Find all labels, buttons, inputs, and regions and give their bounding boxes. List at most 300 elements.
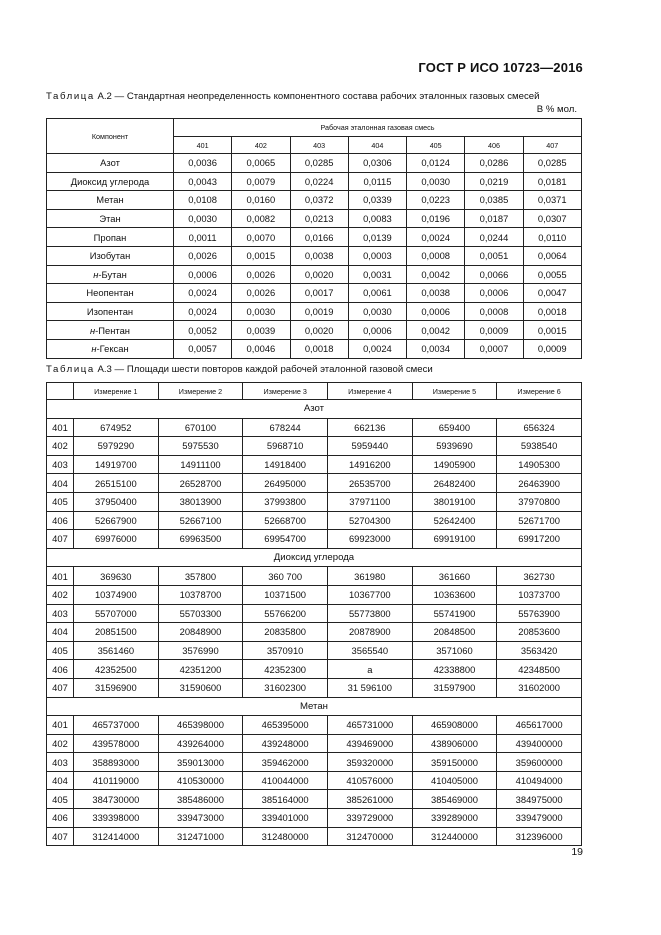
table-row xyxy=(47,172,582,191)
component-name: Азот xyxy=(47,154,174,173)
table-row xyxy=(47,604,582,623)
area-value: 20878900 xyxy=(327,623,412,642)
table-row xyxy=(47,455,582,474)
table-group-row xyxy=(47,400,582,419)
mixture-id: 407 xyxy=(47,678,74,697)
area-value: 55773800 xyxy=(327,604,412,623)
uncertainty-value: 0,0030 xyxy=(232,302,290,321)
uncertainty-value: 0,0043 xyxy=(174,172,232,191)
mixture-id: 406 xyxy=(47,660,74,679)
uncertainty-value: 0,0224 xyxy=(290,172,348,191)
area-value: 42351200 xyxy=(158,660,243,679)
area-value: 69917200 xyxy=(497,530,582,549)
mixture-id: 405 xyxy=(47,641,74,660)
area-value: 42352500 xyxy=(74,660,159,679)
component-group-header: Азот xyxy=(47,400,582,419)
area-value: 20851500 xyxy=(74,623,159,642)
uncertainty-value: 0,0030 xyxy=(174,209,232,228)
uncertainty-value: 0,0009 xyxy=(465,321,523,340)
table-a3-header-corner xyxy=(47,383,74,400)
area-value: 14916200 xyxy=(327,455,412,474)
area-value: 439264000 xyxy=(158,734,243,753)
table-row xyxy=(47,339,582,358)
table-row xyxy=(47,530,582,549)
component-name: Пропан xyxy=(47,228,174,247)
area-value: 10378700 xyxy=(158,585,243,604)
uncertainty-value: 0,0285 xyxy=(523,154,581,173)
area-value: 20848500 xyxy=(412,623,497,642)
table-a3-caption-label: Таблица xyxy=(46,364,95,375)
table-a3-column-header: Измерение 3 xyxy=(243,383,328,400)
table-row xyxy=(47,284,582,303)
area-value: 465737000 xyxy=(74,716,159,735)
area-value: 3563420 xyxy=(497,641,582,660)
area-value: 37950400 xyxy=(74,492,159,511)
mixture-id: 402 xyxy=(47,585,74,604)
table-row xyxy=(47,771,582,790)
table-row xyxy=(47,660,582,679)
area-value: 3576990 xyxy=(158,641,243,660)
area-value: 362730 xyxy=(497,567,582,586)
uncertainty-value: 0,0030 xyxy=(348,302,406,321)
uncertainty-value: 0,0011 xyxy=(174,228,232,247)
area-value: 10363600 xyxy=(412,585,497,604)
uncertainty-value: 0,0244 xyxy=(465,228,523,247)
uncertainty-value: 0,0124 xyxy=(407,154,465,173)
area-value: 5959440 xyxy=(327,437,412,456)
area-value: 42348500 xyxy=(497,660,582,679)
table-row xyxy=(47,753,582,772)
area-value: 3571060 xyxy=(412,641,497,660)
area-value: 359150000 xyxy=(412,753,497,772)
uncertainty-value: 0,0052 xyxy=(174,321,232,340)
area-value: 26463900 xyxy=(497,474,582,493)
table-row xyxy=(47,809,582,828)
area-value: 55741900 xyxy=(412,604,497,623)
area-value: 31590600 xyxy=(158,678,243,697)
table-a2-caption-text: А.2 — Стандартная неопределенность компонентного состава рабочих эталонных газовых смесей xyxy=(94,91,540,102)
mixture-id: 407 xyxy=(47,530,74,549)
area-value: 14919700 xyxy=(74,455,159,474)
area-value: 5938540 xyxy=(497,437,582,456)
table-row xyxy=(47,716,582,735)
mixture-id: 405 xyxy=(47,790,74,809)
mixture-id: 402 xyxy=(47,437,74,456)
uncertainty-value: 0,0307 xyxy=(523,209,581,228)
area-value: 385486000 xyxy=(158,790,243,809)
area-value: 312414000 xyxy=(74,827,159,846)
mixture-id: 407 xyxy=(47,827,74,846)
mixture-id: 406 xyxy=(47,809,74,828)
area-value: 52671700 xyxy=(497,511,582,530)
uncertainty-value: 0,0024 xyxy=(348,339,406,358)
table-a3-column-header: Измерение 5 xyxy=(412,383,497,400)
area-value: 55766200 xyxy=(243,604,328,623)
area-value: 465617000 xyxy=(497,716,582,735)
area-value: 410530000 xyxy=(158,771,243,790)
area-value: 410494000 xyxy=(497,771,582,790)
table-row xyxy=(47,623,582,642)
area-value: 361660 xyxy=(412,567,497,586)
table-a3-column-header: Измерение 1 xyxy=(74,383,159,400)
mixture-id: 405 xyxy=(47,492,74,511)
table-row xyxy=(47,154,582,173)
uncertainty-value: 0,0006 xyxy=(407,302,465,321)
area-value: 42352300 xyxy=(243,660,328,679)
uncertainty-value: 0,0020 xyxy=(290,321,348,340)
table-a2 xyxy=(46,118,582,359)
table-a2-mixture-header: 403 xyxy=(290,137,348,154)
uncertainty-value: 0,0066 xyxy=(465,265,523,284)
uncertainty-value: 0,0371 xyxy=(523,191,581,210)
table-a2-mixture-header: 405 xyxy=(407,137,465,154)
uncertainty-value: 0,0006 xyxy=(465,284,523,303)
area-value: 360 700 xyxy=(243,567,328,586)
area-value: 312471000 xyxy=(158,827,243,846)
mixture-id: 403 xyxy=(47,604,74,623)
uncertainty-value: 0,0166 xyxy=(290,228,348,247)
area-value: 384730000 xyxy=(74,790,159,809)
table-a3-caption xyxy=(46,364,433,376)
area-value: 69963500 xyxy=(158,530,243,549)
uncertainty-value: 0,0003 xyxy=(348,246,406,265)
table-row xyxy=(47,790,582,809)
table-a2-mixture-header: 404 xyxy=(348,137,406,154)
area-value: 662136 xyxy=(327,418,412,437)
area-value: 438906000 xyxy=(412,734,497,753)
document-id: ГОСТ Р ИСО 10723—2016 xyxy=(418,60,583,75)
uncertainty-value: 0,0372 xyxy=(290,191,348,210)
area-value: 385469000 xyxy=(412,790,497,809)
area-value: 359600000 xyxy=(497,753,582,772)
table-row xyxy=(47,641,582,660)
area-value: 656324 xyxy=(497,418,582,437)
area-value: 359320000 xyxy=(327,753,412,772)
uncertainty-value: 0,0082 xyxy=(232,209,290,228)
area-value: 31602000 xyxy=(497,678,582,697)
area-value: 410044000 xyxy=(243,771,328,790)
uncertainty-value: 0,0030 xyxy=(407,172,465,191)
area-value: 14905900 xyxy=(412,455,497,474)
normal-prefix: н xyxy=(89,324,96,336)
component-name: Изопентан xyxy=(47,302,174,321)
area-value: 52704300 xyxy=(327,511,412,530)
uncertainty-value: 0,0160 xyxy=(232,191,290,210)
uncertainty-value: 0,0286 xyxy=(465,154,523,173)
uncertainty-value: 0,0036 xyxy=(174,154,232,173)
area-value: 55703300 xyxy=(158,604,243,623)
area-value: 385261000 xyxy=(327,790,412,809)
area-value: 5968710 xyxy=(243,437,328,456)
normal-prefix: н xyxy=(93,268,99,280)
uncertainty-value: 0,0034 xyxy=(407,339,465,358)
uncertainty-value: 0,0219 xyxy=(465,172,523,191)
area-value: 31597900 xyxy=(412,678,497,697)
table-row xyxy=(47,246,582,265)
area-value: 384975000 xyxy=(497,790,582,809)
uncertainty-value: 0,0047 xyxy=(523,284,581,303)
area-value: 3570910 xyxy=(243,641,328,660)
area-value: 339479000 xyxy=(497,809,582,828)
component-group-header: Метан xyxy=(47,697,582,716)
area-value: 37971100 xyxy=(327,492,412,511)
uncertainty-value: 0,0196 xyxy=(407,209,465,228)
uncertainty-value: 0,0064 xyxy=(523,246,581,265)
area-value: 69954700 xyxy=(243,530,328,549)
page-number: 19 xyxy=(571,846,583,858)
area-value: 465398000 xyxy=(158,716,243,735)
table-row xyxy=(47,228,582,247)
area-value: 3565540 xyxy=(327,641,412,660)
mixture-id: 403 xyxy=(47,455,74,474)
uncertainty-value: 0,0026 xyxy=(232,265,290,284)
uncertainty-value: 0,0007 xyxy=(465,339,523,358)
area-value: 439469000 xyxy=(327,734,412,753)
mixture-id: 404 xyxy=(47,623,74,642)
uncertainty-value: 0,0024 xyxy=(174,284,232,303)
mixture-id: 404 xyxy=(47,474,74,493)
uncertainty-value: 0,0020 xyxy=(290,265,348,284)
uncertainty-value: 0,0024 xyxy=(407,228,465,247)
area-value: 5975530 xyxy=(158,437,243,456)
uncertainty-value: 0,0024 xyxy=(174,302,232,321)
area-value: 5939690 xyxy=(412,437,497,456)
area-value: 410119000 xyxy=(74,771,159,790)
area-value: 52642400 xyxy=(412,511,497,530)
uncertainty-value: 0,0110 xyxy=(523,228,581,247)
table-row xyxy=(47,191,582,210)
area-value: 339473000 xyxy=(158,809,243,828)
area-value: 26482400 xyxy=(412,474,497,493)
area-value: 674952 xyxy=(74,418,159,437)
component-name: н-Гексан xyxy=(47,339,174,358)
area-value: 55763900 xyxy=(497,604,582,623)
area-value: 69923000 xyxy=(327,530,412,549)
area-value: 312396000 xyxy=(497,827,582,846)
area-value: 14911100 xyxy=(158,455,243,474)
component-name: н-Бутан xyxy=(47,265,174,284)
table-a2-caption xyxy=(46,91,539,103)
area-value: 358893000 xyxy=(74,753,159,772)
normal-prefix: н xyxy=(91,343,97,355)
area-value: 410576000 xyxy=(327,771,412,790)
area-value: 20835800 xyxy=(243,623,328,642)
area-value: 339401000 xyxy=(243,809,328,828)
table-row xyxy=(47,265,582,284)
uncertainty-value: 0,0055 xyxy=(523,265,581,284)
table-a3-column-header: Измерение 6 xyxy=(497,383,582,400)
uncertainty-value: 0,0083 xyxy=(348,209,406,228)
component-name: н-Пентан xyxy=(47,321,174,340)
uncertainty-value: 0,0139 xyxy=(348,228,406,247)
area-value: 312480000 xyxy=(243,827,328,846)
area-value: 439578000 xyxy=(74,734,159,753)
uncertainty-value: 0,0008 xyxy=(465,302,523,321)
table-row xyxy=(47,511,582,530)
table-a2-caption-label: Таблица xyxy=(46,91,95,102)
table-row xyxy=(47,492,582,511)
component-name: Изобутан xyxy=(47,246,174,265)
table-a3-caption-text: А.3 — Площади шести повторов каждой рабочей эталонной газовой смеси xyxy=(94,364,433,375)
area-value: 52667100 xyxy=(158,511,243,530)
table-row xyxy=(47,585,582,604)
area-value: 37993800 xyxy=(243,492,328,511)
area-value: 14918400 xyxy=(243,455,328,474)
table-row xyxy=(47,418,582,437)
table-group-row xyxy=(47,548,582,567)
area-value: 678244 xyxy=(243,418,328,437)
area-value: 465908000 xyxy=(412,716,497,735)
table-a3 xyxy=(46,382,582,846)
table-row xyxy=(47,827,582,846)
table-a2-mixture-header: 402 xyxy=(232,137,290,154)
uncertainty-value: 0,0039 xyxy=(232,321,290,340)
uncertainty-value: 0,0015 xyxy=(232,246,290,265)
table-row xyxy=(47,321,582,340)
area-value: 38013900 xyxy=(158,492,243,511)
area-value: 26495000 xyxy=(243,474,328,493)
mixture-id: 401 xyxy=(47,716,74,735)
area-value: 26515100 xyxy=(74,474,159,493)
table-a2-mixture-header: 407 xyxy=(523,137,581,154)
uncertainty-value: 0,0038 xyxy=(290,246,348,265)
area-value: 55707000 xyxy=(74,604,159,623)
table-a2-header-group: Рабочая эталонная газовая смесь xyxy=(174,119,582,137)
table-row xyxy=(47,567,582,586)
table-row xyxy=(47,734,582,753)
area-value: 385164000 xyxy=(243,790,328,809)
table-a3-column-header: Измерение 4 xyxy=(327,383,412,400)
mixture-id: 402 xyxy=(47,734,74,753)
table-row xyxy=(47,474,582,493)
uncertainty-value: 0,0026 xyxy=(232,284,290,303)
area-value: 69976000 xyxy=(74,530,159,549)
area-value: 31596900 xyxy=(74,678,159,697)
area-value: 52667900 xyxy=(74,511,159,530)
area-value: 3561460 xyxy=(74,641,159,660)
area-value: 439400000 xyxy=(497,734,582,753)
uncertainty-value: 0,0051 xyxy=(465,246,523,265)
area-value: 10373700 xyxy=(497,585,582,604)
area-value: 26528700 xyxy=(158,474,243,493)
table-row xyxy=(47,678,582,697)
uncertainty-value: 0,0339 xyxy=(348,191,406,210)
uncertainty-value: 0,0213 xyxy=(290,209,348,228)
mixture-id: 403 xyxy=(47,753,74,772)
uncertainty-value: 0,0006 xyxy=(348,321,406,340)
area-value: 339729000 xyxy=(327,809,412,828)
area-value: 339398000 xyxy=(74,809,159,828)
table-group-row xyxy=(47,697,582,716)
area-value: 69919100 xyxy=(412,530,497,549)
mixture-id: 406 xyxy=(47,511,74,530)
component-name: Этан xyxy=(47,209,174,228)
table-a2-mixture-header: 401 xyxy=(174,137,232,154)
area-value: 38019100 xyxy=(412,492,497,511)
mixture-id: 401 xyxy=(47,418,74,437)
uncertainty-value: 0,0079 xyxy=(232,172,290,191)
area-value: 42338800 xyxy=(412,660,497,679)
uncertainty-value: 0,0042 xyxy=(407,321,465,340)
uncertainty-value: 0,0015 xyxy=(523,321,581,340)
area-value: 465395000 xyxy=(243,716,328,735)
uncertainty-value: 0,0009 xyxy=(523,339,581,358)
uncertainty-value: 0,0070 xyxy=(232,228,290,247)
uncertainty-value: 0,0018 xyxy=(523,302,581,321)
area-value: 357800 xyxy=(158,567,243,586)
table-a2-mixture-header: 406 xyxy=(465,137,523,154)
uncertainty-value: 0,0181 xyxy=(523,172,581,191)
area-value: 359462000 xyxy=(243,753,328,772)
area-value: 14905300 xyxy=(497,455,582,474)
mixture-id: 404 xyxy=(47,771,74,790)
area-value: 339289000 xyxy=(412,809,497,828)
uncertainty-value: 0,0031 xyxy=(348,265,406,284)
uncertainty-value: 0,0385 xyxy=(465,191,523,210)
table-a2-unit: В % мол. xyxy=(536,104,577,115)
area-value: 659400 xyxy=(412,418,497,437)
area-value: 361980 xyxy=(327,567,412,586)
uncertainty-value: 0,0026 xyxy=(174,246,232,265)
uncertainty-value: 0,0057 xyxy=(174,339,232,358)
uncertainty-value: 0,0038 xyxy=(407,284,465,303)
uncertainty-value: 0,0108 xyxy=(174,191,232,210)
area-value: 359013000 xyxy=(158,753,243,772)
uncertainty-value: 0,0061 xyxy=(348,284,406,303)
uncertainty-value: 0,0042 xyxy=(407,265,465,284)
area-value: 52668700 xyxy=(243,511,328,530)
area-value: 20848900 xyxy=(158,623,243,642)
area-value: 37970800 xyxy=(497,492,582,511)
table-a2-header-component: Компонент xyxy=(47,119,174,154)
uncertainty-value: 0,0187 xyxy=(465,209,523,228)
area-value: 10371500 xyxy=(243,585,328,604)
area-value: 465731000 xyxy=(327,716,412,735)
table-row xyxy=(47,209,582,228)
mixture-id: 401 xyxy=(47,567,74,586)
table-a3-column-header: Измерение 2 xyxy=(158,383,243,400)
component-group-header: Диоксид углерода xyxy=(47,548,582,567)
area-value: 10374900 xyxy=(74,585,159,604)
uncertainty-value: 0,0306 xyxy=(348,154,406,173)
area-value: 31602300 xyxy=(243,678,328,697)
table-row xyxy=(47,302,582,321)
area-value: 20853600 xyxy=(497,623,582,642)
area-value: 439248000 xyxy=(243,734,328,753)
area-value: 10367700 xyxy=(327,585,412,604)
component-name: Диоксид углерода xyxy=(47,172,174,191)
component-name: Метан xyxy=(47,191,174,210)
area-value: 670100 xyxy=(158,418,243,437)
area-value: 26535700 xyxy=(327,474,412,493)
area-value: 5979290 xyxy=(74,437,159,456)
uncertainty-value: 0,0008 xyxy=(407,246,465,265)
uncertainty-value: 0,0019 xyxy=(290,302,348,321)
uncertainty-value: 0,0223 xyxy=(407,191,465,210)
uncertainty-value: 0,0285 xyxy=(290,154,348,173)
uncertainty-value: 0,0046 xyxy=(232,339,290,358)
area-value: a xyxy=(327,660,412,679)
area-value: 312470000 xyxy=(327,827,412,846)
uncertainty-value: 0,0065 xyxy=(232,154,290,173)
area-value: 31 596100 xyxy=(327,678,412,697)
component-name: Неопентан xyxy=(47,284,174,303)
uncertainty-value: 0,0018 xyxy=(290,339,348,358)
area-value: 410405000 xyxy=(412,771,497,790)
uncertainty-value: 0,0115 xyxy=(348,172,406,191)
table-row xyxy=(47,437,582,456)
area-value: 312440000 xyxy=(412,827,497,846)
